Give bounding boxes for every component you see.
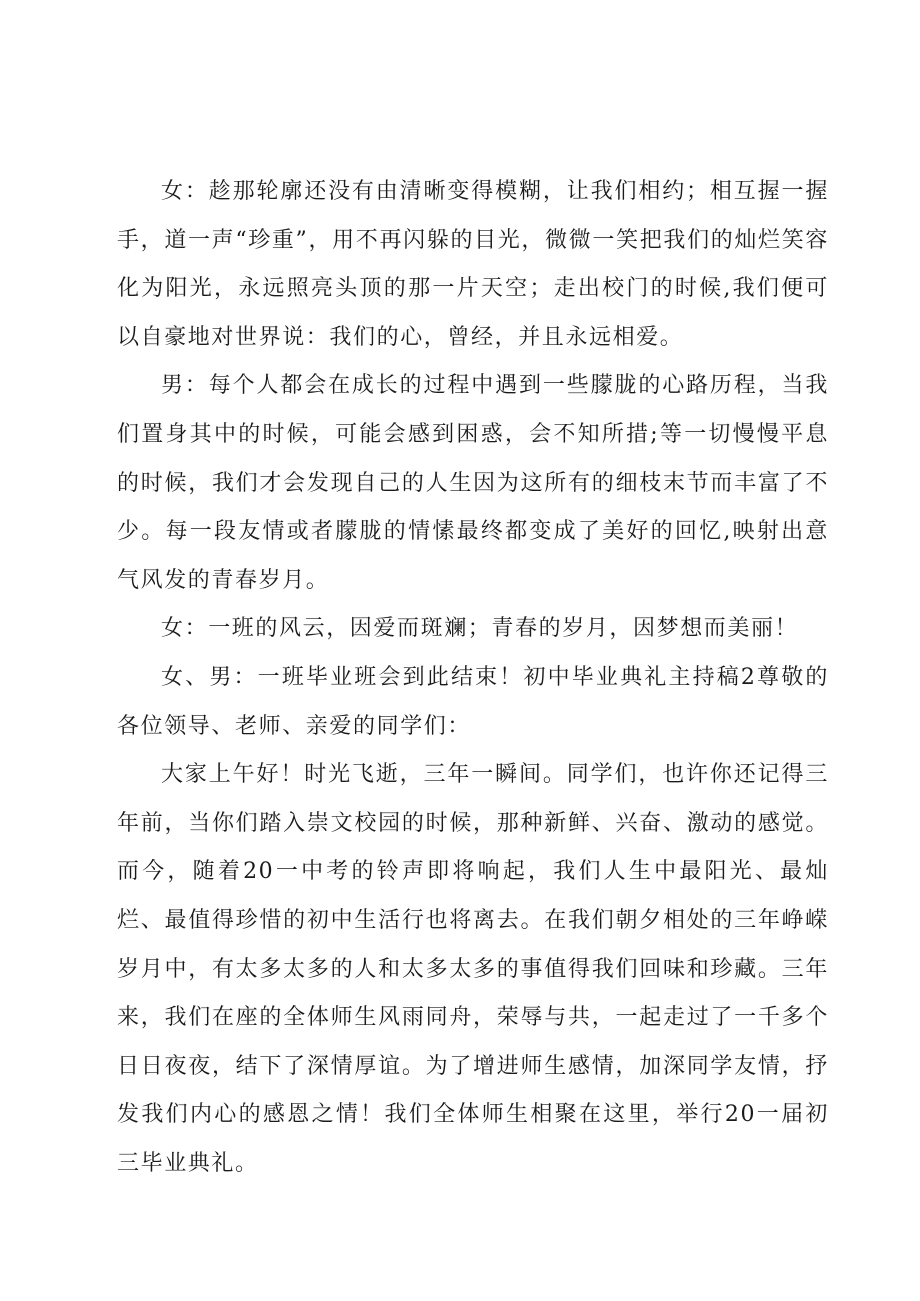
paragraph-class-motto: 女：一班的风云，因爱而斑斓；青春的岁月，因梦想而美丽！ bbox=[161, 616, 799, 642]
document-body bbox=[117, 168, 829, 1188]
paragraph-growth-male: 男：每个人都会在成长的过程中遇到一些朦胧的心路历程，当我们置身其中的时候，可能会感到困惑，会不知所措;等一切慢慢平息的时候，我们才会发现自己的人生因为这所有的细枝末节而丰富了不少。每一段友情或者朦胧的情愫最终都变成了美好的回忆,映射出意气风发的青春岁月。 bbox=[117, 373, 829, 593]
paragraph-closing-and-greeting: 女、男：一班毕业班会到此结束！初中毕业典礼主持稿2尊敬的各位领导、老师、亲爱的同学们： bbox=[117, 664, 829, 739]
paragraph-opening-speech: 大家上午好！时光飞逝，三年一瞬间。同学们，也许你还记得三年前，当你们踏入崇文校园的时候，那种新鲜、兴奋、激动的感觉。而今，随着20一中考的铃声即将响起，我们人生中最阳光、最灿烂、最值得珍惜的初中生活行也将离去。在我们朝夕相处的三年峥嵘岁月中，有太多太多的人和太多太多的事值得我们回味和珍藏。三年来，我们在座的全体师生风雨同舟，荣辱与共，一起走过了一千多个日日夜夜，结下了深情厚谊。为了增进师生感情，加深同学友情，抒发我们内心的感恩之情！我们全体师生相聚在这里，举行20一届初三毕业典礼。 bbox=[117, 762, 829, 1176]
paragraph-farewell-female: 女：趁那轮廓还没有由清晰变得模糊，让我们相约；相互握一握手，道一声“珍重”，用不再闪躲的目光，微微一笑把我们的灿烂笑容化为阳光，永远照亮头顶的那一片天空；走出校门的时候,我们便可以自豪地对世界说：我们的心，曾经，并且永远相爱。 bbox=[117, 179, 829, 350]
